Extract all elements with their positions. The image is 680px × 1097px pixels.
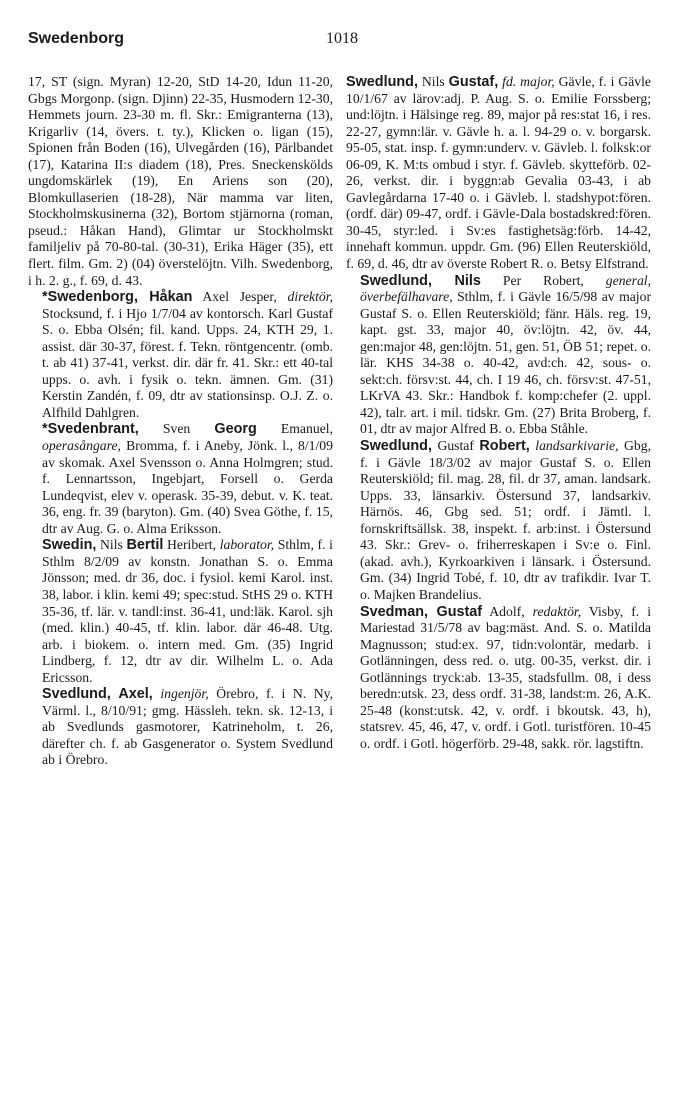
entry-occupation: ingenjör,: [160, 686, 209, 702]
entry-text: Nils: [96, 537, 127, 553]
entry-text: 17, ST (sign. Myran) 12-20, StD 14-20, Idun 11-20, Gbgs Morgonp. (sign. Djinn) 22-35, Husmodern 12-30, Hemmets journ. 23-30 m. fl. Skr.: Emigranterna (13), Krigarliv (14, övers. t. ty.), Klicken o. ligan (15), Spionen från Boden (16), Ulvegården (16), Pärlbandet (17), Katarina II:s diadem (18), Pres. Sneckenskölds ungdomskärlek (19), En Ariens son (20), Blomkullaserien (18-28), När mamma var liten, Stockholmskusinerna (32), Bortom stjärnorna (roman, pseud.: Håkan Hand), Glimtar ur Stockholmskt familjeliv på 70-80-tal. (30-31), Erika Häger (35), ett flert. film. Gm. 2) (04) överstelöjtn. Vilh. Swedenborg, i h. 2. g., f. 69, d. 43.: [28, 74, 333, 288]
entry-occupation: operasångare,: [42, 438, 121, 454]
entry-name: Swedlund,: [346, 74, 418, 90]
entry-occupation: general, överbefälhavare,: [360, 272, 652, 305]
entry-text: Sthlm, f. i Gävle 16/5/98 av major Gustaf S. o. Ellen Reuterskiöld; fänr. Häls. reg. 19, kapt. gst. 33, major 40, öv:löjtn. 42, öv. 44, gen:major 48, gen:löjtn. 51, gen. 51, ÖB 51; repet. o. lär. KHS 34-38 o. 40-42, avd:ch. 42, sous- o. sekt:ch. försv:st. 44, ch. I 19 46, ch. försv:st. 47-51, LKrVA 43. Skr.: Handbok f. komp:chefer (2. uppl. 42), talr. art. i mil. tidskr. Gm. (27) Brita Broberg, f. 01, dtr av major Alfred B. o. Ebba Ståhle.: [360, 289, 651, 437]
entry-name: Svedlund, Axel,: [42, 686, 153, 703]
entry-text: Örebro, f. i N. Ny, Värml. l., 8/10/91; gmg. Hässleh. tekn. sk. 12-13, i ab Svedlunds gasmotorer, Katrineholm, t. 26, därefter ch. f. ab Gasgenerator o. System Svedlund ab i Örebro.: [42, 686, 333, 768]
entry-name: Swedlund,: [360, 438, 432, 455]
entry-name: Robert,: [479, 438, 530, 455]
entry-occupation: fd. major,: [502, 74, 555, 89]
entry-text: Emanuel,: [256, 421, 333, 437]
entry-text: Bromma, f. i Aneby, Jönk. l., 8/1/09 av skomak. Axel Svensson o. Anna Holmgren; stud. f. Lennartsson, Ingebjart, Forsell o. Gerda Lundeqvist, elev v. operask. 35-39, debut. v. K. teat. 36, eng. fr. 39 (baryton). Gm. (40) Svea Göthe, f. 15, dtr av Aug. G. o. Alma Eriksson.: [42, 438, 333, 536]
entry-occupation: direktör,: [287, 289, 333, 305]
page-header: [22, 30, 662, 54]
entry-name: Swedin,: [42, 537, 97, 554]
left-column: [28, 74, 333, 769]
biography-entry: [346, 273, 651, 438]
entry-text: Axel Jesper,: [192, 289, 288, 305]
entry-text: Gbg, f. i Gävle 18/3/02 av major Gustaf S. o. Ellen Reuterskiöld; fil. mag. 28, fil. dr 37, aman. landsark. Upps. 33, länsarkiv. Östersund 37, landsarkiv. Härnös. 46, Gbg sed. 51; ordf. i Jämtl. l. fornskriftsällsk. 38, inspekt. f. arb:inst. i Östersund 43. Skr.: Grev- o. friherreskapen i Sv:e o. Finl. (akad. avh.), Kyrkoarkiven i länsark. i Östersund. Gm. (34) Ingrid Tobé, f. 10, dtr av trafikdir. Ivar T. o. Majken Brandelius.: [360, 438, 651, 602]
biography-entry: [28, 537, 333, 686]
entry-text: Stocksund, f. i Hjo 1/7/04 av kontorsch. Karl Gustaf S. o. Ebba Olsén; fil. kand. Upps. 24, KTH 29, 1. assist. där 30-37, förest. f. Tekn. röntgencentr. (omb. t. ab 41) 37-41, verkst. dir. där fr. 41. Skr.: ett 40-tal upps. o. avh. i fysik o. tekn. ämnen. Gm. (31) Kerstin Zandén, f. 09, dtr av stationsinsp. O.J. Z. o. Alfhild Dahlgren.: [42, 305, 333, 420]
entry-occupation: landsarkivarie,: [535, 438, 619, 454]
entry-name: Bertil: [126, 537, 164, 554]
entry-text: Nils: [417, 74, 449, 89]
running-head: Swedenborg: [28, 30, 125, 47]
entry-text: Adolf,: [482, 603, 533, 619]
biography-entry: [28, 686, 333, 769]
biography-entry: [28, 421, 333, 537]
entry-text: Visby, f. i Mariestad 31/5/78 av bag:mäst. And. S. o. Matilda Magnusson; stud:ex. 97, tidn:volontär, medarb. i Gotlänningen, dess red. o. utg. 00-35, verkst. dir. i Gotlännings tryck:ab. 13-35, stadsfullm. 08, i dess beredn:utsk. 23, dess ordf. 31-38, landst:m. 26, A.K. 25-48 (konst:utsk. 42, v. ordf. i bkoutsk. 43, h), statsrev. 45, 46, 47, v. ordf. i Gotl. turistfören. 10-45 o. ordf. i Gotl. högerförb. 29-48, sakk. rör. lagstiftn.: [360, 603, 651, 751]
entry-name: Swedlund, Nils: [360, 272, 481, 289]
biography-entry: [346, 438, 651, 603]
entry-text: Sven: [138, 421, 215, 437]
entry-name: Svedman, Gustaf: [360, 603, 483, 620]
entry-name: Gustaf,: [448, 74, 499, 90]
entry-occupation: redaktör,: [532, 603, 582, 619]
entry-occupation: laborator,: [219, 537, 275, 553]
entry-name: *Svedenbrant,: [42, 421, 139, 438]
biography-entry: [28, 289, 333, 421]
biography-entry: [346, 604, 651, 753]
entry-text: Sthlm, f. i Sthlm 8/2/09 av konstn. Jonathan S. o. Emma Jönsson; med. dr 36, doc. i fysiol. kemi Karol. inst. 38, labor. i klin. kemi 49; spec:stud. StHS 29 o. KTH 35-36, tf. lär. v. tandl:inst. 36-41, und:läk. Karol. sjh (med. klin.) 40-45, tf. klin. labor. där 46-48. Utg. arb. i biokem. o. intern med. Gm. (35) Ingrid Lindberg, f. 12, dtr av dir. Wilhelm L. o. Ada Ericsson.: [42, 537, 333, 685]
entry-continuation: [28, 74, 333, 289]
right-column: [346, 74, 651, 752]
entry-text: Gävle, f. i Gävle 10/1/67 av lärov:adj. P. Aug. S. o. Emilie Forssberg; und:löjtn. i Hälsinge reg. 89, major på res:stat 16, i res. 22-27, gymn:lär. v. Gävle h. a. l. 94-29 o. v. borgarsk. 95-05, stat. insp. f. gymn:underv. v. Gävleb. l. folksk:or 06-09, K. M:ts ombud i styr. f. Gävleb. skytteförb. 02-26, verkst. dir. i byggn:ab Gevalia 03-43, i ab Gavlegårdarna 17-40 o. i Gävleb. l. stadshypot:fören. (ordf. där) 09-47, ordf. i Gävle-Dala bostadskred:fören. 30-45, styr:led. i Sv:es fastighetsäg:förb. 14-42, innehaft kommun. uppdr. Gm. (96) Ellen Reuterskiöld, f. 69, d. 46, dtr av överste Robert R. o. Betsy Elfstrand.: [346, 74, 651, 272]
page-number: 1018: [326, 30, 358, 47]
entry-text: Gustaf: [431, 438, 480, 454]
entry-name: *Swedenborg, Håkan: [42, 289, 193, 306]
entry-text: Heribert,: [163, 537, 220, 553]
entry-name: Georg: [214, 421, 257, 438]
biography-entry: [346, 74, 651, 273]
entry-text: Per Robert,: [480, 272, 606, 288]
